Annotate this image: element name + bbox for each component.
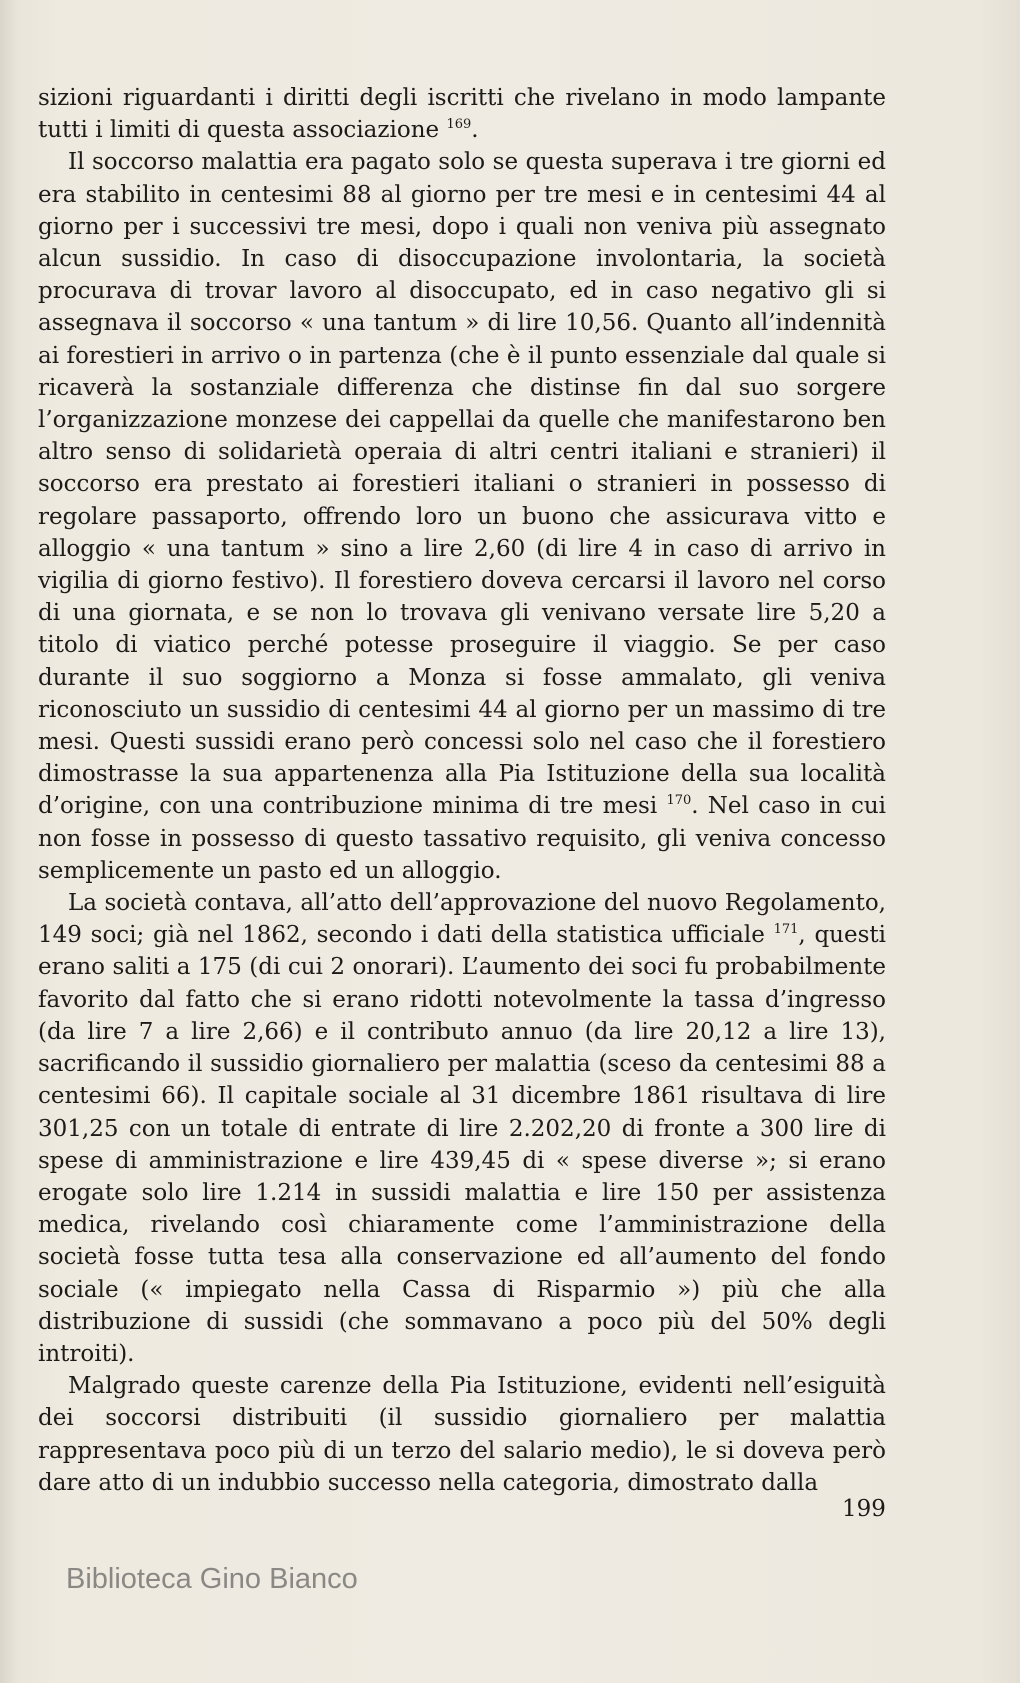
paragraph — [38, 1370, 886, 1499]
footnote-ref: 169 — [446, 117, 472, 133]
footnote-ref: 171 — [773, 922, 799, 938]
text-run: . — [471, 117, 479, 144]
text-run: La società contava, all’atto dell’approvazione del nuovo Regolamento, 149 soci; già nel 1862, secondo i dati della statistica ufficiale — [38, 890, 886, 949]
paragraph — [38, 82, 886, 146]
text-run: sizioni riguardanti i diritti degli iscritti che rivelano in modo lampante tutti i limiti di questa associazione — [38, 85, 886, 144]
footnote-ref: 170 — [666, 793, 692, 809]
text-run: . Nel caso in cui non fosse in possesso di questo tassativo requisito, gli veniva concesso semplicemente un pasto ed un alloggio. — [38, 793, 886, 884]
text-run: Malgrado queste carenze della Pia Istituzione, evidenti nell’esiguità dei soccorsi distribuiti (il sussidio giornaliero per malattia rappresentava poco più di un terzo del salario medio), le si doveva però dare atto di un indubbio successo nella categoria, dimostrato dalla — [38, 1373, 886, 1496]
library-watermark: Biblioteca Gino Bianco — [66, 1563, 358, 1595]
body-text — [38, 82, 886, 1499]
text-run: , questi erano saliti a 175 (di cui 2 onorari). L’aumento dei soci fu probabilmente favorito dal fatto che si erano ridotti notevolmente la tassa d’ingresso (da lire 7 a lire 2,66) e il contributo annuo (da lire 20,12 a lire 13), sacrificando il sussidio giornaliero per malattia (sceso da centesimi 88 a centesimi 66). Il capitale sociale al 31 dicembre 1861 risultava di lire 301,25 con un totale di entrate di lire 2.202,20 di fronte a 300 lire di spese di amministrazione e lire 439,45 di « spese diverse »; si erano erogate solo lire 1.214 in sussidi malattia e lire 150 per assistenza medica, rivelando così chiaramente come l’amministrazione della società fosse tutta tesa alla conservazione ed all’aumento del fondo sociale (« impiegato nella Cassa di Risparmio ») più che alla distribuzione di sussidi (che sommavano a poco più del 50% degli introiti). — [38, 922, 887, 1367]
text-run: Il soccorso malattia era pagato solo se questa superava i tre giorni ed era stabilito in centesimi 88 al giorno per tre mesi e in centesimi 44 al giorno per i successivi tre mesi, dopo i quali non veniva più assegnato alcun sussidio. In caso di disoccupazione involontaria, la società procurava di trovar lavoro al disoccupato, ed in caso negativo gli si assegnava il soccorso « una tantum » di lire 10,56. Quanto all’indennità ai forestieri in arrivo o in partenza (che è il punto essenziale dal quale si ricaverà la sostanziale differenza che distinse fin dal suo sorgere l’organizzazione monzese dei cappellai da quelle che manifestarono ben altro senso di solidarietà operaia di altri centri italiani e stranieri) il soccorso era prestato ai forestieri italiani o stranieri in possesso di regolare passaporto, offrendo loro un buono che assicurava vitto e alloggio « una tantum » sino a lire 2,60 (di lire 4 in caso di arrivo in vigilia di giorno festivo). Il forestiero doveva cercarsi il lavoro nel corso di una giornata, e se non lo trovava gli venivano versate lire 5,20 a titolo di viatico perché potesse proseguire il viaggio. Se per caso durante il suo soggiorno a Monza si fosse ammalato, gli veniva riconosciuto un sussidio di centesimi 44 al giorno per un massimo di tre mesi. Questi sussidi erano però concessi solo nel caso che il forestiero dimostrasse la sua appartenenza alla Pia Istituzione della sua località d’origine, con una contribuzione minima di tre mesi — [38, 149, 886, 820]
paragraph — [38, 146, 886, 887]
page-number: 199 — [842, 1496, 886, 1522]
paragraph — [38, 887, 886, 1370]
